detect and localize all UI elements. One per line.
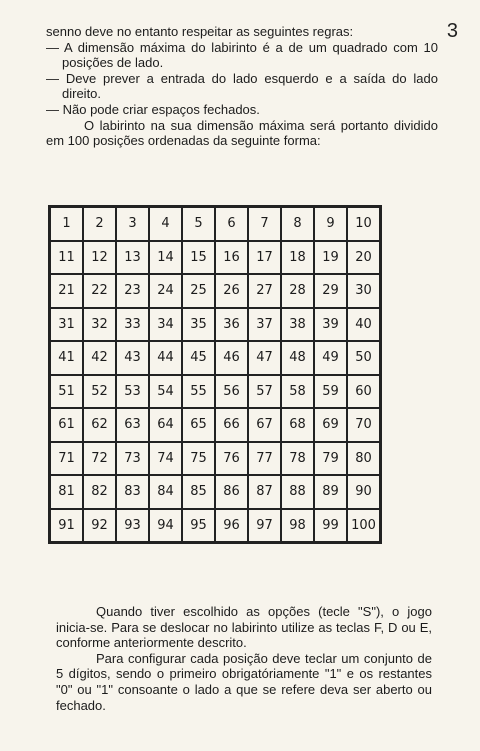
grid-row (50, 509, 381, 543)
grid-cell: 52 (83, 375, 116, 409)
grid-cell: 68 (281, 408, 314, 442)
grid-cell: 28 (281, 274, 314, 308)
grid-cell: 23 (116, 274, 149, 308)
grid-cell: 51 (50, 375, 84, 409)
grid-cell: 85 (182, 475, 215, 509)
grid-cell: 30 (347, 274, 381, 308)
grid-cell: 17 (248, 241, 281, 275)
grid-cell: 20 (347, 241, 381, 275)
grid-cell: 19 (314, 241, 347, 275)
grid-row (50, 241, 381, 275)
grid-cell: 4 (149, 207, 182, 241)
grid-cell: 97 (248, 509, 281, 543)
grid-cell: 100 (347, 509, 381, 543)
grid-cell: 65 (182, 408, 215, 442)
grid-cell: 76 (215, 442, 248, 476)
grid-cell: 49 (314, 341, 347, 375)
grid-row (50, 308, 381, 342)
grid-cell: 98 (281, 509, 314, 543)
position-table (48, 205, 382, 544)
grid-cell: 99 (314, 509, 347, 543)
labyrinth-grid (48, 205, 382, 544)
grid-cell: 58 (281, 375, 314, 409)
grid-cell: 32 (83, 308, 116, 342)
grid-cell: 64 (149, 408, 182, 442)
grid-cell: 26 (215, 274, 248, 308)
grid-cell: 63 (116, 408, 149, 442)
grid-cell: 29 (314, 274, 347, 308)
grid-cell: 39 (314, 308, 347, 342)
grid-cell: 87 (248, 475, 281, 509)
grid-cell: 45 (182, 341, 215, 375)
paragraph: Quando tiver escolhido as opções (tecle "S"), o jogo inicia-se. Para se deslocar no labirinto utilize as teclas F, D ou E, conforme anteriormente descrito. (56, 604, 432, 651)
grid-cell: 9 (314, 207, 347, 241)
grid-cell: 95 (182, 509, 215, 543)
grid-cell: 18 (281, 241, 314, 275)
grid-cell: 62 (83, 408, 116, 442)
grid-cell: 5 (182, 207, 215, 241)
grid-cell: 21 (50, 274, 84, 308)
grid-cell: 90 (347, 475, 381, 509)
grid-cell: 34 (149, 308, 182, 342)
grid-row (50, 442, 381, 476)
grid-cell: 55 (182, 375, 215, 409)
rule-item: — Não pode criar espaços fechados. (46, 101, 260, 117)
grid-cell: 3 (116, 207, 149, 241)
grid-cell: 44 (149, 341, 182, 375)
grid-cell: 22 (83, 274, 116, 308)
grid-cell: 56 (215, 375, 248, 409)
grid-row (50, 207, 381, 241)
grid-cell: 74 (149, 442, 182, 476)
grid-cell: 57 (248, 375, 281, 409)
paragraph: senno deve no entanto respeitar as seguintes regras: (46, 24, 354, 39)
instructions-text (56, 604, 432, 713)
grid-cell: 83 (116, 475, 149, 509)
grid-cell: 96 (215, 509, 248, 543)
grid-cell: 31 (50, 308, 84, 342)
grid-cell: 60 (347, 375, 381, 409)
grid-cell: 81 (50, 475, 84, 509)
grid-cell: 38 (281, 308, 314, 342)
rule-item: — Deve prever a entrada do lado esquerdo e a saída do lado direito. (46, 70, 438, 102)
grid-cell: 41 (50, 341, 84, 375)
grid-cell: 37 (248, 308, 281, 342)
grid-cell: 89 (314, 475, 347, 509)
grid-cell: 27 (248, 274, 281, 308)
grid-cell: 80 (347, 442, 381, 476)
grid-cell: 33 (116, 308, 149, 342)
grid-cell: 84 (149, 475, 182, 509)
grid-cell: 67 (248, 408, 281, 442)
grid-cell: 46 (215, 341, 248, 375)
grid-cell: 66 (215, 408, 248, 442)
grid-cell: 53 (116, 375, 149, 409)
grid-cell: 82 (83, 475, 116, 509)
grid-cell: 16 (215, 241, 248, 275)
rule-item: — A dimensão máxima do labirinto é a de um quadrado com 10 posições de lado. (46, 39, 438, 71)
grid-cell: 86 (215, 475, 248, 509)
grid-cell: 35 (182, 308, 215, 342)
grid-cell: 54 (149, 375, 182, 409)
grid-cell: 12 (83, 241, 116, 275)
grid-cell: 48 (281, 341, 314, 375)
grid-cell: 8 (281, 207, 314, 241)
paragraph: Para configurar cada posição deve teclar um conjunto de 5 dígitos, sendo o primeiro obrigatóriamente "1" e os restantes "0" ou "1" consoante o lado a que se refere deva ser aberto ou fechado. (56, 650, 432, 713)
grid-cell: 93 (116, 509, 149, 543)
grid-cell: 61 (50, 408, 84, 442)
paragraph: O labirinto na sua dimensão máxima será portanto dividido em 100 posições ordenadas da seguinte forma: (46, 117, 438, 149)
grid-cell: 40 (347, 308, 381, 342)
grid-cell: 75 (182, 442, 215, 476)
grid-cell: 70 (347, 408, 381, 442)
grid-cell: 25 (182, 274, 215, 308)
grid-cell: 69 (314, 408, 347, 442)
intro-text (46, 24, 438, 149)
grid-row (50, 274, 381, 308)
grid-cell: 10 (347, 207, 381, 241)
grid-cell: 47 (248, 341, 281, 375)
grid-row (50, 341, 381, 375)
grid-cell: 92 (83, 509, 116, 543)
grid-cell: 15 (182, 241, 215, 275)
grid-cell: 91 (50, 509, 84, 543)
grid-cell: 59 (314, 375, 347, 409)
grid-row (50, 375, 381, 409)
grid-cell: 77 (248, 442, 281, 476)
grid-cell: 72 (83, 442, 116, 476)
grid-cell: 6 (215, 207, 248, 241)
grid-cell: 94 (149, 509, 182, 543)
grid-cell: 71 (50, 442, 84, 476)
grid-cell: 78 (281, 442, 314, 476)
grid-cell: 24 (149, 274, 182, 308)
grid-cell: 1 (50, 207, 84, 241)
grid-cell: 73 (116, 442, 149, 476)
grid-cell: 14 (149, 241, 182, 275)
grid-cell: 7 (248, 207, 281, 241)
grid-cell: 11 (50, 241, 84, 275)
grid-cell: 50 (347, 341, 381, 375)
grid-cell: 79 (314, 442, 347, 476)
page-number: 3 (446, 20, 458, 42)
grid-row (50, 408, 381, 442)
grid-cell: 36 (215, 308, 248, 342)
grid-cell: 2 (83, 207, 116, 241)
grid-cell: 13 (116, 241, 149, 275)
grid-row (50, 475, 381, 509)
grid-cell: 42 (83, 341, 116, 375)
grid-cell: 43 (116, 341, 149, 375)
grid-cell: 88 (281, 475, 314, 509)
